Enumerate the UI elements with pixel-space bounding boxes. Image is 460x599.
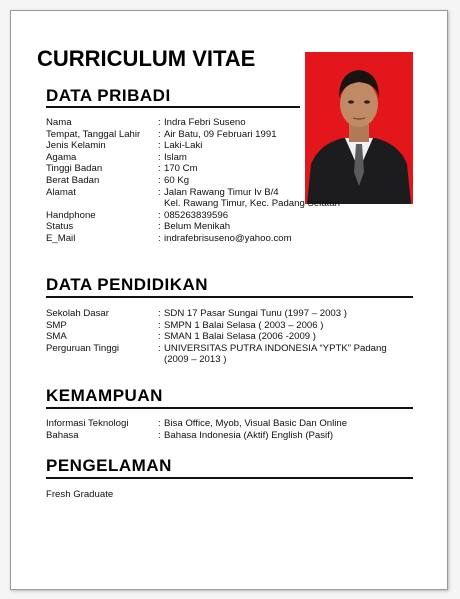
separator: : <box>158 151 161 163</box>
section-heading-experience: PENGELAMAN <box>46 456 172 475</box>
list-item: Kel. Rawang Timur, Kec. Padang Selatan <box>164 198 340 210</box>
separator: : <box>158 140 161 152</box>
separator: : <box>158 163 161 175</box>
list-item: Handphone : 085263839596 <box>46 209 229 221</box>
list-item: Sekolah Dasar : SDN 17 Pasar Sungai Tunu (1997 – 2003 ) <box>46 308 347 319</box>
separator: : <box>158 117 161 128</box>
section-heading-personal: DATA PRIBADI <box>46 86 171 105</box>
list-item: Bahasa : Bahasa Indonesia (Aktif) English (Pasif) <box>46 429 334 441</box>
education-list <box>46 308 413 366</box>
section-rule-experience <box>46 477 413 479</box>
separator: : <box>158 331 161 343</box>
experience-text: Fresh Graduate <box>46 489 114 500</box>
list-item: Tempat, Tanggal Lahir : Air Batu, 09 Februari 1991 <box>46 128 277 140</box>
section-rule-skills <box>46 407 413 409</box>
separator: : <box>158 308 161 319</box>
section-rule-education <box>46 296 413 298</box>
separator: : <box>158 232 161 244</box>
separator: : <box>158 221 161 233</box>
list-item: Nama : Indra Febri Suseno <box>46 117 246 128</box>
list-item: Tinggi Badan : 170 Cm <box>46 163 198 175</box>
list-item: Agama : Islam <box>46 151 187 163</box>
list-item: SMP : SMPN 1 Balai Selasa ( 2003 – 2006 ) <box>46 319 324 331</box>
separator: : <box>158 319 161 331</box>
section-rule-personal <box>46 106 300 108</box>
separator: : <box>158 186 161 198</box>
list-item: (2009 – 2013 ) <box>164 354 227 366</box>
separator: : <box>158 128 161 140</box>
separator: : <box>158 174 161 186</box>
skills-list <box>46 418 413 441</box>
list-item: Berat Badan : 60 Kg <box>46 174 190 186</box>
separator: : <box>158 342 161 354</box>
list-item: Informasi Teknologi : Bisa Office, Myob, Visual Basic Dan Online <box>46 418 348 429</box>
separator: : <box>158 209 161 221</box>
section-heading-skills: KEMAMPUAN <box>46 386 163 405</box>
list-item: Status : Belum Menikah <box>46 221 231 233</box>
list-item: Perguruan Tinggi : UNIVERSITAS PUTRA INDONESIA “YPTK” Padang <box>46 342 387 354</box>
cv-title: CURRICULUM VITAE <box>37 46 256 71</box>
separator: : <box>158 429 161 441</box>
separator: : <box>158 418 161 429</box>
section-heading-education: DATA PENDIDIKAN <box>46 275 209 294</box>
list-item: E_Mail : indrafebrisuseno@yahoo.com <box>46 232 292 244</box>
list-item: Alamat : Jalan Rawang Timur Iv B/4 <box>46 186 279 198</box>
personal-data-list <box>46 117 346 245</box>
list-item: SMA : SMAN 1 Balai Selasa (2006 -2009 ) <box>46 331 316 343</box>
list-item: Jenis Kelamin : Laki-Laki <box>46 140 203 152</box>
